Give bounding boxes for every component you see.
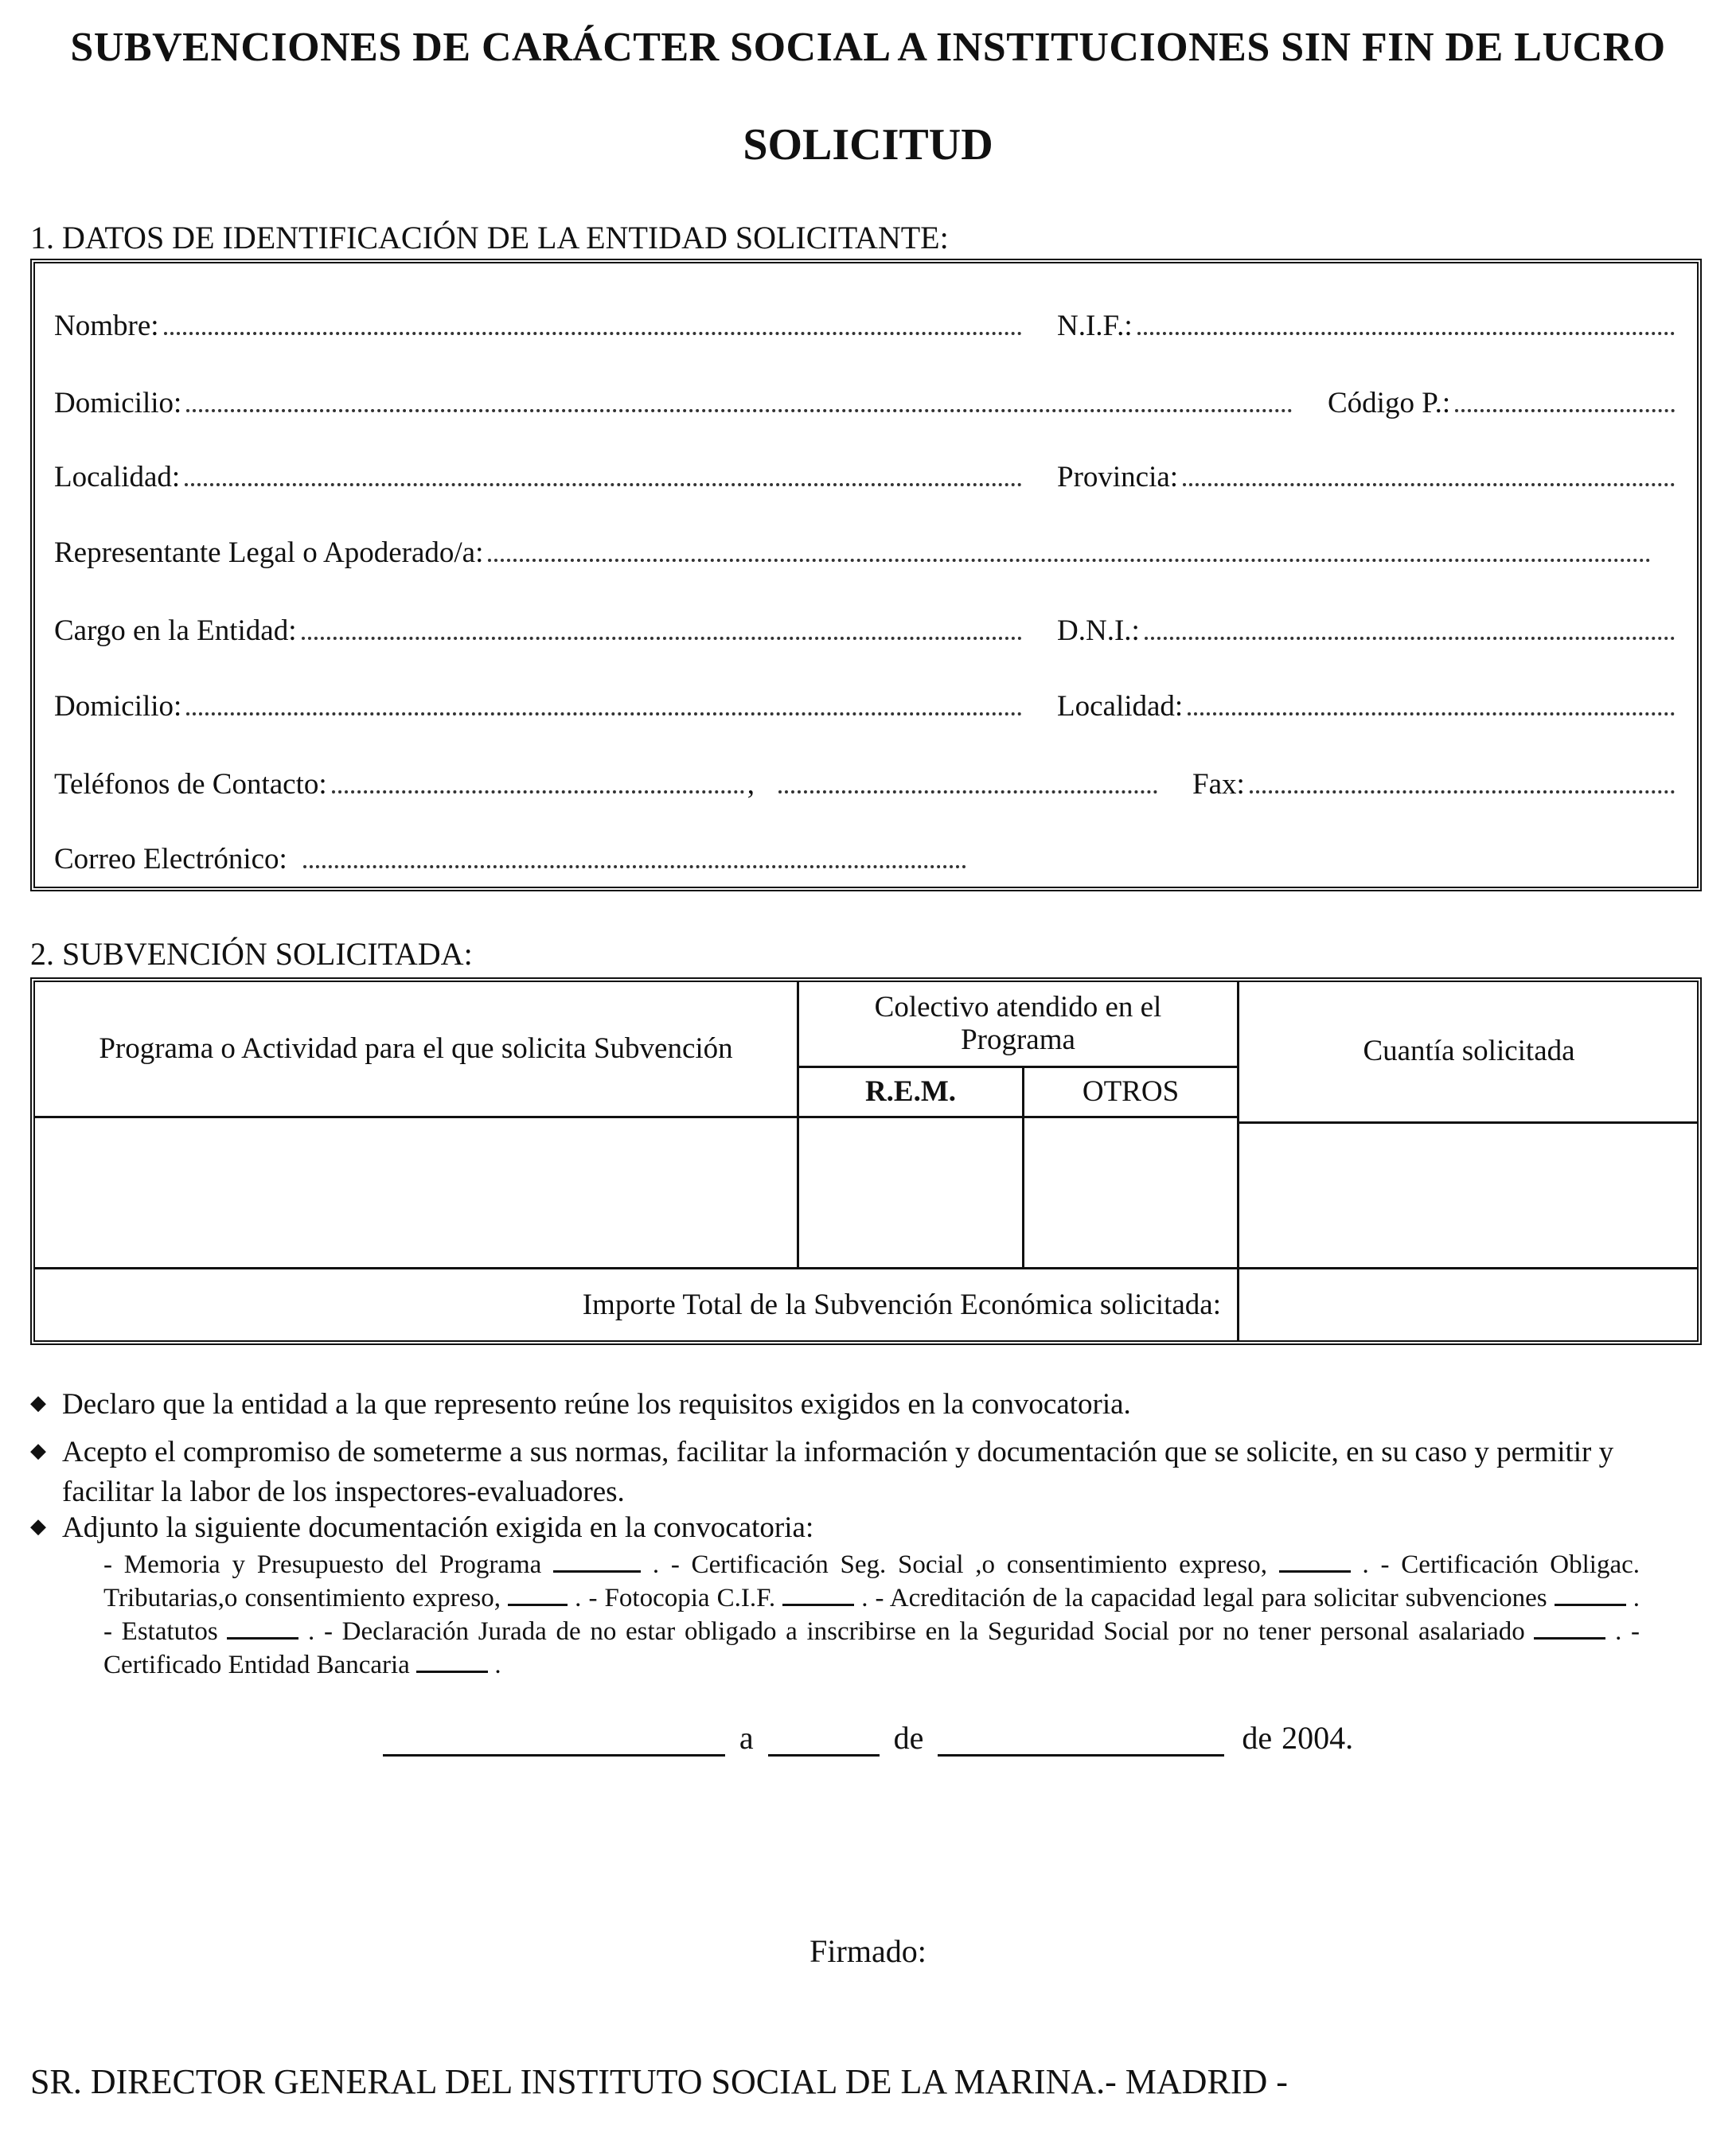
date-year: 2004.	[1282, 1720, 1354, 1756]
total-amount-cell[interactable]	[1239, 1269, 1699, 1340]
section2-heading: 2. SUBVENCIÓN SOLICITADA:	[30, 936, 473, 972]
signature-label: Firmado:	[809, 1933, 927, 1969]
domicilio-representante-field[interactable]	[54, 689, 1025, 723]
seg-social-checkbox-blank[interactable]	[1279, 1548, 1351, 1573]
domicilio-field[interactable]	[54, 386, 1296, 420]
correo-field[interactable]	[54, 842, 969, 876]
nif-label: N.I.F.:	[1057, 310, 1133, 342]
codigo-postal-field[interactable]	[1328, 386, 1678, 420]
entity-identification-box	[30, 259, 1702, 891]
rem-cell[interactable]	[799, 1118, 1022, 1267]
dni-label: D.N.I.:	[1057, 614, 1140, 647]
day-field[interactable]	[768, 1722, 880, 1757]
estatutos-checkbox-blank[interactable]	[227, 1615, 298, 1640]
total-label: Importe Total de la Subvención Económica solicitada:	[582, 1288, 1221, 1321]
date-de-1: de	[893, 1720, 924, 1756]
declaration-1: ◆ Declaro que la entidad a la que represento reúne los requisitos exigidos en la convocatoria.	[30, 1385, 1702, 1425]
telefono2-field[interactable]	[778, 790, 1161, 801]
localidad-label: Localidad:	[54, 461, 181, 493]
localidad-field[interactable]	[54, 460, 1025, 494]
form-title: SUBVENCIONES DE CARÁCTER SOCIAL A INSTITUCIONES SIN FIN DE LUCRO	[70, 25, 1666, 70]
cuantia-cell[interactable]	[1239, 1124, 1699, 1267]
subsidy-table	[30, 977, 1702, 1345]
otros-cell[interactable]	[1024, 1118, 1237, 1267]
section1-heading: 1. DATOS DE IDENTIFICACIÓN DE LA ENTIDAD SOLICITANTE:	[30, 220, 949, 255]
domicilio-representante-label: Domicilio:	[54, 690, 182, 723]
cargo-field[interactable]	[54, 614, 1025, 648]
declaration-2: ◆ Acepto el compromiso de someterme a sus normas, facilitar la información y documentación que se solicite, en su caso y permitir y facilitar la labor de los inspectores-evaluadores.	[30, 1433, 1702, 1512]
dni-field[interactable]	[1057, 614, 1678, 648]
addressee: SR. DIRECTOR GENERAL DEL INSTITUTO SOCIAL DE LA MARINA.- MADRID -	[30, 2062, 1288, 2101]
provincia-field[interactable]	[1057, 460, 1678, 494]
telefono1-field[interactable]	[54, 767, 755, 801]
programa-cell[interactable]	[35, 1118, 797, 1267]
declaracion-jurada-checkbox-blank[interactable]	[1534, 1615, 1605, 1640]
certificado-bancario-checkbox-blank[interactable]	[416, 1648, 488, 1673]
place-field[interactable]	[383, 1722, 725, 1757]
date-line	[0, 1719, 1736, 1757]
provincia-label: Provincia:	[1057, 461, 1179, 493]
acreditacion-checkbox-blank[interactable]	[1555, 1581, 1626, 1606]
localidad-representante-field[interactable]	[1057, 689, 1678, 723]
nombre-label: Nombre:	[54, 310, 159, 342]
tributarias-checkbox-blank[interactable]	[508, 1581, 568, 1606]
representante-field[interactable]	[54, 536, 1654, 570]
fax-field[interactable]	[1192, 767, 1678, 801]
fax-label: Fax:	[1192, 768, 1245, 801]
cuantia-header: Cuantía solicitada	[1363, 1035, 1575, 1068]
nombre-field[interactable]	[54, 309, 1025, 343]
diamond-bullet-icon: ◆	[30, 1391, 46, 1414]
cif-checkbox-blank[interactable]	[782, 1581, 854, 1606]
telefonos-separator: ,	[747, 768, 755, 801]
otros-header: OTROS	[1082, 1074, 1180, 1108]
date-a: a	[739, 1720, 754, 1756]
correo-label: Correo Electrónico:	[54, 843, 287, 875]
localidad-representante-label: Localidad:	[1057, 690, 1184, 723]
codigo-postal-label: Código P.:	[1328, 387, 1451, 419]
programa-header: Programa o Actividad para el que solicita Subvención	[99, 1031, 733, 1065]
declaration-3: ◆ Adjunto la siguiente documentación exigida en la convocatoria:	[30, 1508, 1702, 1548]
domicilio-label: Domicilio:	[54, 387, 182, 419]
cargo-label: Cargo en la Entidad:	[54, 614, 297, 647]
diamond-bullet-icon: ◆	[30, 1515, 46, 1538]
colectivo-header: Colectivo atendido en el Programa	[874, 990, 1162, 1056]
telefonos-label: Teléfonos de Contacto:	[54, 768, 327, 801]
date-de-2: de	[1242, 1720, 1273, 1756]
month-field[interactable]	[938, 1722, 1224, 1757]
nif-field[interactable]	[1057, 309, 1678, 343]
form-subtitle: SOLICITUD	[743, 120, 993, 170]
diamond-bullet-icon: ◆	[30, 1439, 46, 1462]
rem-header: R.E.M.	[864, 1074, 957, 1108]
memoria-checkbox-blank[interactable]	[553, 1548, 641, 1573]
documentation-list: - Memoria y Presupuesto del Programa . - Certificación Seg. Social ,o consentimiento expreso, . - Certificación Obligac. Tributarias,o consentimiento expreso, . - Fotocopia C.I.F. . - Acreditación de la capacidad legal para solicitar subvenciones . - Estatutos . - Declaración Jurada de no estar obligado a inscribirse en la Seguridad Social por no tener personal asalariado . - Certificado Entidad Bancaria .	[103, 1548, 1640, 1682]
representante-label: Representante Legal o Apoderado/a:	[54, 536, 484, 569]
